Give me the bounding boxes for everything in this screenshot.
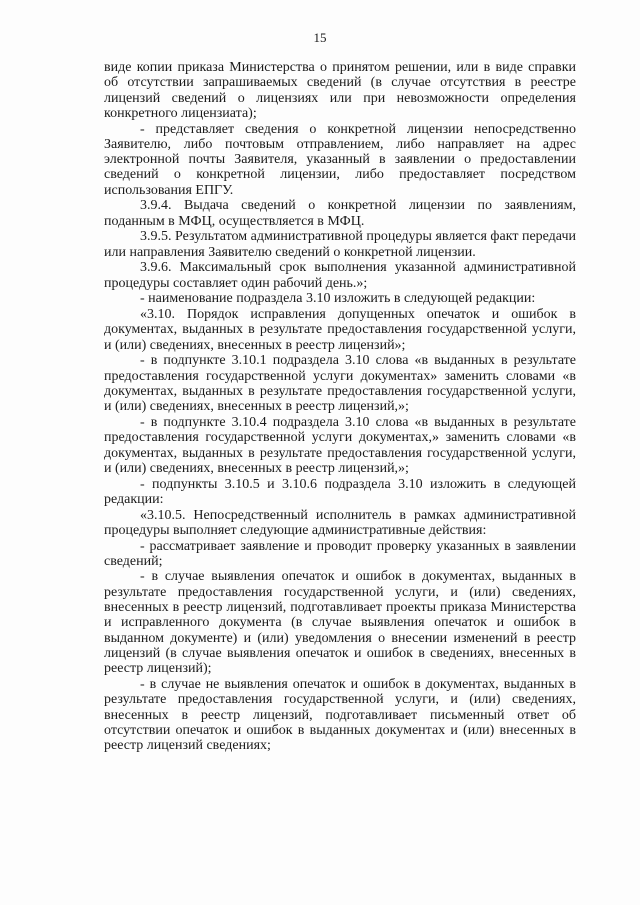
paragraph-3: 3.9.4. Выдача сведений о конкретной лицензии по заявлениям, поданным в МФЦ, осуществляется в МФЦ.: [104, 198, 576, 229]
paragraph-1: виде копии приказа Министерства о принятом решении, или в виде справки об отсутствии запрашиваемых сведений (в случае отсутствия в реестре лицензий сведений о лицензиях или при невозможности определения конкретного лицензиата);: [104, 60, 576, 121]
paragraph-13: - в случае выявления опечаток и ошибок в документах, выданных в результате предоставления государственной услуги, и (или) сведениях, внесенных в реестр лицензий, подготавливает проекты приказа Министерства и исправленного документа (в случае выявления опечаток и ошибок в выданном документе) и (или) уведомления о внесении изменений в реестр лицензий (в случае выявления опечаток и ошибок в сведениях, внесенных в реестр лицензий);: [104, 569, 576, 677]
paragraph-9: - в подпункте 3.10.4 подраздела 3.10 слова «в выданных в результате предоставления государственной услуги документах,» заменить словами «в документах, выданных в результате предоставления государственной услуги, и (или) сведениях, внесенных в реестр лицензий,»;: [104, 414, 576, 476]
paragraph-6: - наименование подраздела 3.10 изложить в следующей редакции:: [140, 291, 536, 307]
paragraph-7: «3.10. Порядок исправления допущенных опечаток и ошибок в документах, выданных в результате предоставления государственной услуги, и (или) сведениях, внесенных в реестр лицензий»;: [104, 307, 576, 353]
paragraph-12: - рассматривает заявление и проводит проверку указанных в заявлении сведений;: [104, 538, 576, 569]
document-body: [104, 60, 576, 754]
paragraph-5: 3.9.6. Максимальный срок выполнения указанной административной процедуры составляет один рабочий день.»;: [104, 260, 576, 291]
paragraph-8: - в подпункте 3.10.1 подраздела 3.10 слова «в выданных в результате предоставления государственной услуги документах» заменить словами «в документах, выданных в результате предоставления государственной услуги, и (или) сведениях, внесенных в реестр лицензий,»;: [104, 353, 576, 415]
page-number: 15: [313, 30, 327, 45]
paragraph-10: - подпункты 3.10.5 и 3.10.6 подраздела 3.10 изложить в следующей редакции:: [104, 476, 576, 507]
paragraph-11: «3.10.5. Непосредственный исполнитель в рамках административной процедуры выполняет следующие административные действия:: [104, 507, 576, 538]
paragraph-2: - представляет сведения о конкретной лицензии непосредственно Заявителю, либо почтовым отправлением, либо направляет на адрес электронной почты Заявителя, указанный в заявлении о предоставлении сведений о конкретной лицензии, либо предоставляет посредством использования ЕПГУ.: [104, 121, 576, 198]
paragraph-14: - в случае не выявления опечаток и ошибок в документах, выданных в результате предоставления государственной услуги, и (или) сведениях, внесенных в реестр лицензий, подготавливает письменный ответ об отсутствии опечаток и ошибок в выданных документах и (или) внесенных в реестр лицензий сведениях;: [104, 676, 576, 754]
paragraph-4: 3.9.5. Результатом административной процедуры является факт передачи или направления Заявителю сведений о конкретной лицензии.: [104, 229, 576, 260]
